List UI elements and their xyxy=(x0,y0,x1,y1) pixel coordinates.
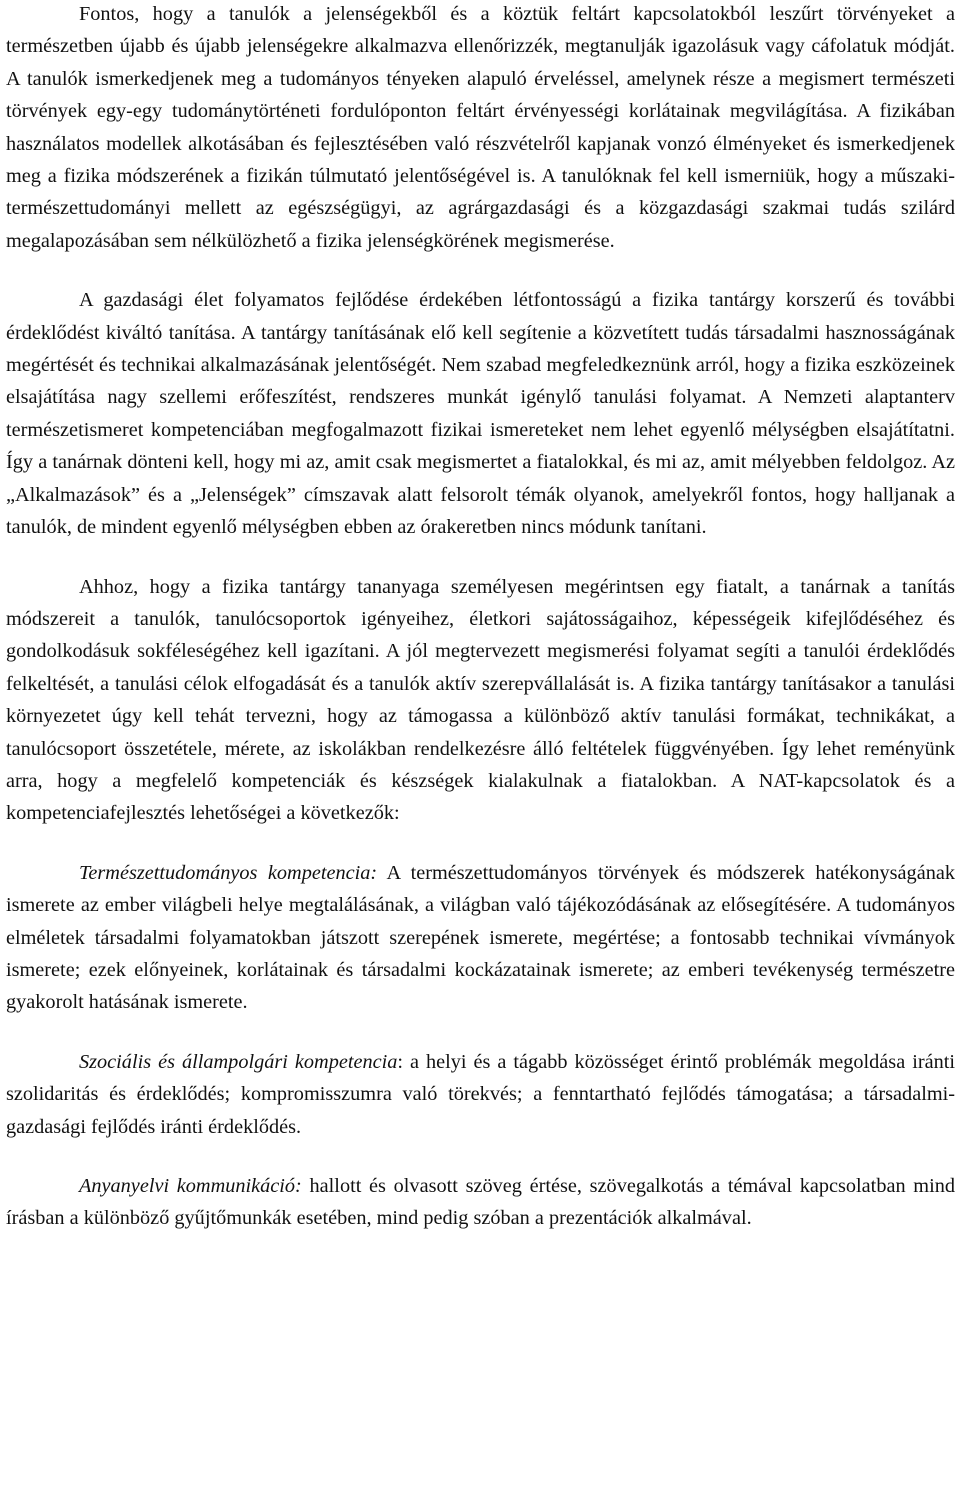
paragraph-communication-competence xyxy=(6,1170,955,1235)
paragraph-text: Fontos, hogy a tanulók a jelenségekből és a köztük feltárt kapcsolatokból leszűrt törvényeket a természetben újabb és újabb jelenségekre alkalmazva ellenőrizzék, megtanulják igazolásuk vagy cáfolatuk módját. A tanulók ismerkedjenek meg a tudományos tényeken alapuló érveléssel, amelynek része a megismert természeti törvények egy-egy tudománytörténeti fordulóponton feltárt érvényességi korlátainak megvilágítása. A fizikában használatos modellek alkotásában és fejlesztésében való részvételről kapjanak vonzó élményeket és ismerkedjenek meg a fizika módszerének a fizikán túlmutató jelentőségével is. A tanulóknak fel kell ismerniük, hogy a műszaki-természettudományi mellett az egészségügyi, az agrárgazdasági és a közgazdasági szakmai tudás szilárd megalapozásában sem nélkülözhető a fizika jelenségkörének megismerése. xyxy=(6,3,955,252)
paragraph-text: A természettudományos törvények és módszerek hatékonyságának ismerete az ember világbeli helye megtalálásának, a világban való tájékozódásának az elősegítésére. A tudományos elméletek társadalmi folyamatokban játszott szerepének ismerete, megértése; a fontosabb technikai vívmányok ismerete; ezek előnyeinek, korlátainak és társadalmi kockázatainak ismerete; az emberi tevékenység természetre gyakorolt hatásának ismerete. xyxy=(6,861,955,1014)
paragraph-text: hallott és olvasott szöveg értése, szövegalkotás a témával kapcsolatban mind írásban a különböző gyűjtőmunkák esetében, mind pedig szóban a prezentációk alkalmával. xyxy=(6,1175,956,1230)
paragraph-text: Ahhoz, hogy a fizika tantárgy tananyaga személyesen megérintsen egy fiatalt, a tanárnak a tanítás módszereit a tanulók, tanulócsoportok igényeihez, életkori sajátosságaihoz, képességeik kifejlődéséhez és gondolkodásuk sokféleségéhez kell igazítani. A jól megtervezett megismerési folyamat segíti a tanulói érdeklődés felkeltését, a tanulási célok elfogadását és a tanulók aktív szerepvállalását is. A fizika tantárgy tanításakor a tanulási környezetet úgy kell tehát tervezni, hogy az támogassa a különböző aktív tanulási formákat, technikákat, a tanulócsoport összetétele, mérete, az iskolákban rendelkezésre álló feltételek függvényében. Így lehet reményünk arra, hogy a megfelelő kompetenciák és készségek kialakulnak a fiatalokban. A NAT-kapcsolatok és a kompetenciafejlesztés lehetőségei a következők: xyxy=(6,575,955,825)
paragraph-physics-laws xyxy=(6,0,955,257)
competence-term: Természettudományos kompetencia: xyxy=(79,861,378,884)
paragraph-science-competence xyxy=(6,857,955,1019)
competence-term: Anyanyelvi kommunikáció: xyxy=(79,1175,302,1197)
paragraph-text: A gazdasági élet folyamatos fejlődése érdekében létfontosságú a fizika tantárgy korszerű és további érdeklődést kiváltó tanítása. A tantárgy tanításának elő kell segítenie a közvetített tudás társadalmi hasznosságának megértését és technikai alkalmazásának jelentőségét. Nem szabad megfeledkeznünk arról, hogy a fizika eszközeinek elsajátítása nagy szellemi erőfeszítést, rendszeres munkát igénylő tanulási folyamat. A Nemzeti alaptanterv természetismeret kompetenciában megfogalmazott fizikai ismereteket nem lehet egyenlő mélységben elsajátítatni. Így a tanárnak dönteni kell, hogy mi az, amit csak megismertet a fiatalokkal, és mi az, amit mélyebben feldolgoz. Az „Alkalmazások” és a „Jelenségek” címszavak alatt felsorolt témák olyanok, amelyekről fontos, hogy halljanak a tanulók, de mindent egyenlő mélységben ebben az órakeretben nincs módunk tanítani. xyxy=(6,289,955,539)
paragraph-social-competence xyxy=(6,1046,955,1143)
paragraph-text: : a helyi és a tágabb közösséget érintő problémák megoldása iránti szolidaritás és érdeklődés; kompromisszumra való törekvés; a fenntartható fejlődés támogatása; a társadalmi-gazdasági fejlődés iránti érdeklődés. xyxy=(6,1050,955,1138)
document-page xyxy=(6,0,955,1235)
paragraph-teaching-methods xyxy=(6,571,955,830)
competence-term: Szociális és állampolgári kompetencia xyxy=(79,1050,398,1073)
paragraph-economic-life xyxy=(6,284,955,543)
